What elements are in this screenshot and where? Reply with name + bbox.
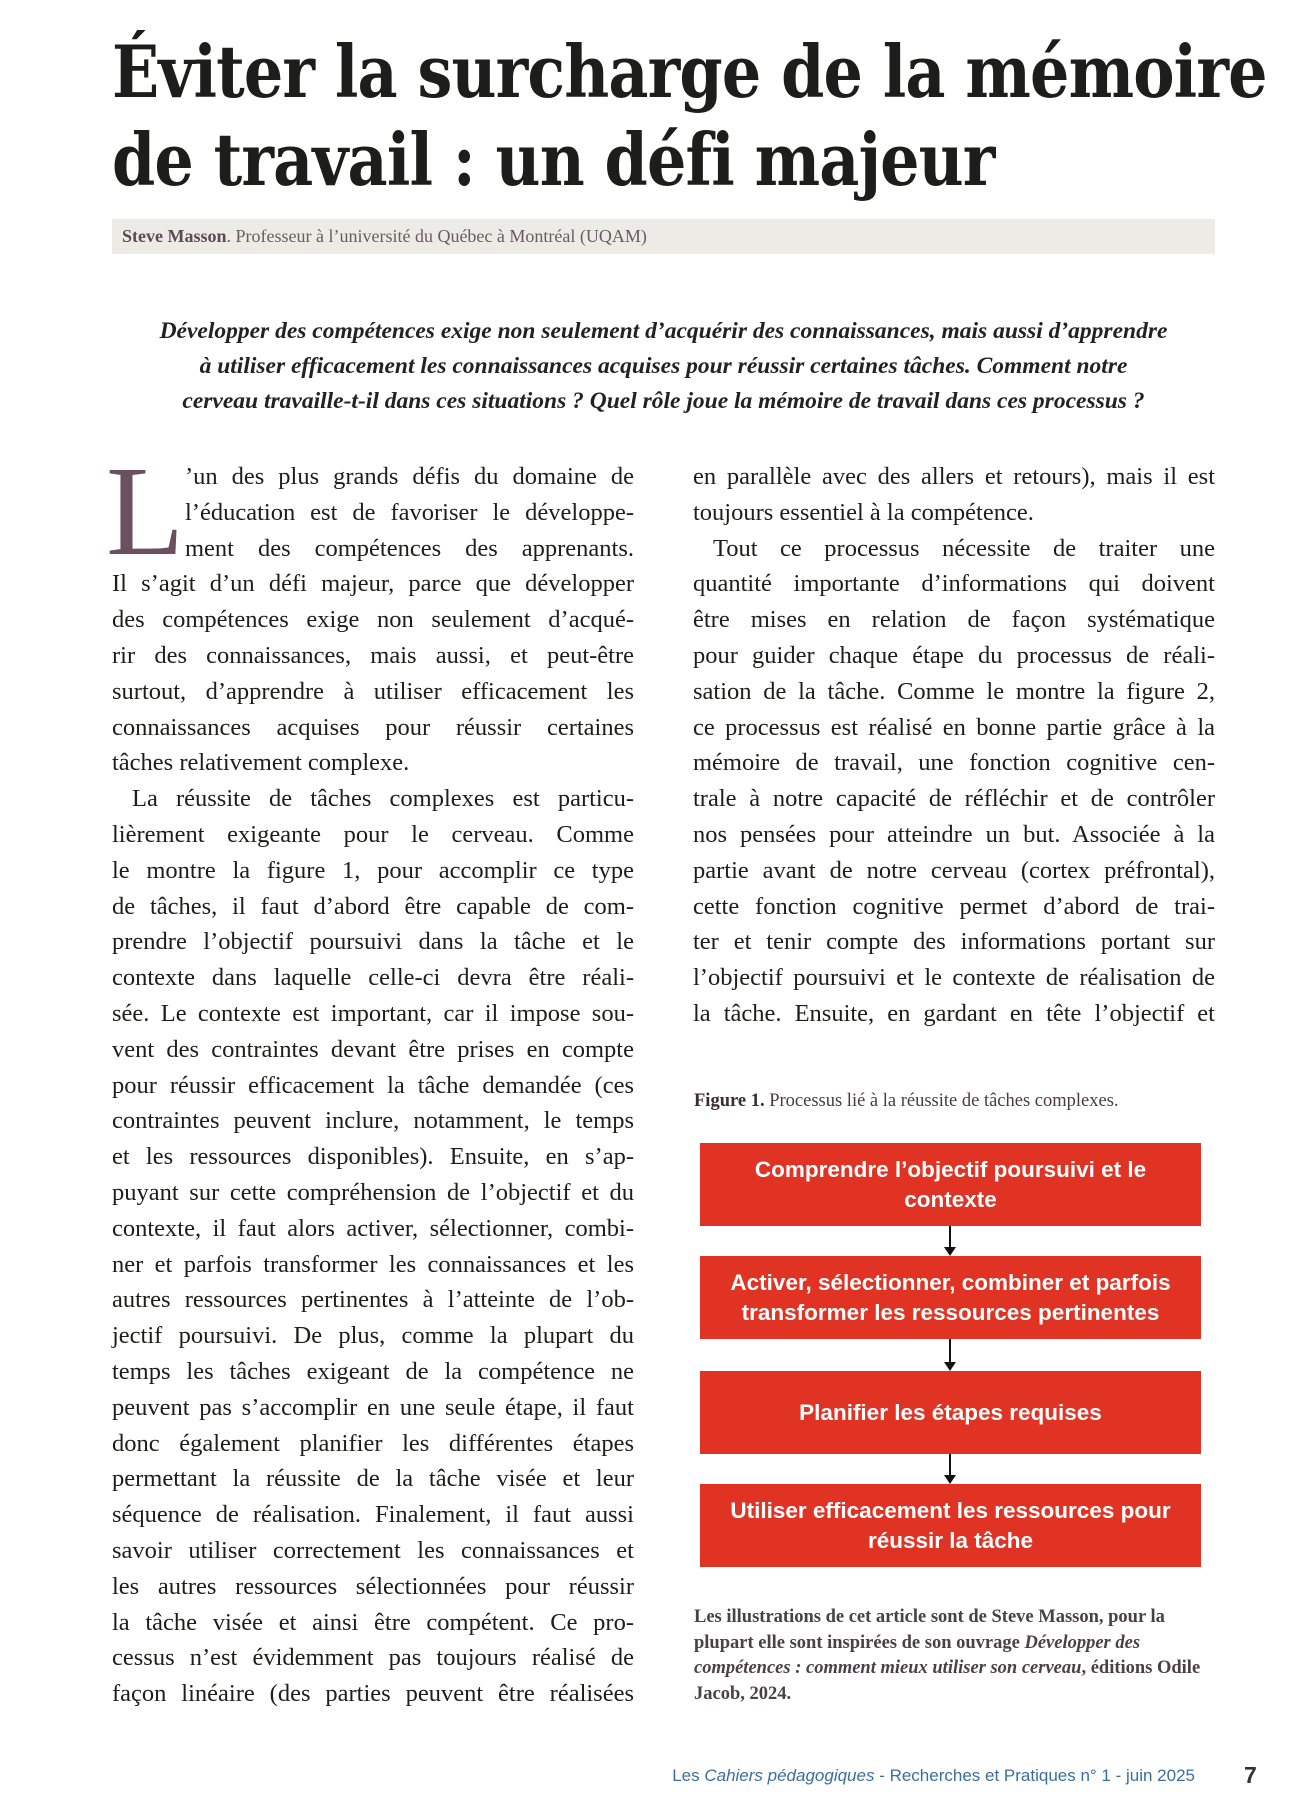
body-text-line: pour guider chaque étape du processus de réali- bbox=[693, 641, 1215, 669]
body-text-line: pour réussir efficacement la tâche demandée (ces bbox=[112, 1071, 634, 1099]
figure-caption-text: Processus lié à la réussite de tâches complexes. bbox=[764, 1091, 1119, 1111]
lede-line: Développer des compétences exige non seulement d’acquérir des connaissances, mais aussi d’apprendre bbox=[159, 318, 1168, 344]
footer-prefix: Les bbox=[672, 1766, 705, 1785]
body-text-line: sée. Le contexte est important, car il impose sou- bbox=[112, 999, 634, 1027]
page-number: 7 bbox=[1244, 1762, 1257, 1788]
body-text-line: Tout ce processus nécessite de traiter une bbox=[713, 534, 1215, 562]
arrow-down-icon bbox=[949, 1339, 951, 1369]
body-text-line: de tâches, il faut d’abord être capable de com- bbox=[112, 892, 634, 920]
body-text-line: cette fonction cognitive permet d’abord de trai- bbox=[693, 892, 1215, 920]
title-line-2: de travail : un défi majeur bbox=[112, 117, 995, 202]
body-text-line: sation de la tâche. Comme le montre la figure 2, bbox=[693, 677, 1215, 705]
body-text-line: trale à notre capacité de réfléchir et de contrôler bbox=[693, 785, 1215, 813]
body-text-line: connaissances acquises pour réussir certaines bbox=[112, 713, 634, 741]
lede-line: cerveau travaille-t-il dans ces situations ? Quel rôle joue la mémoire de travail dans ces processus ? bbox=[182, 388, 1145, 414]
author-byline bbox=[122, 226, 647, 247]
body-text-line: permettant la réussite de la tâche visée et leur bbox=[112, 1465, 634, 1493]
body-text-line: ’un des plus grands défis du domaine de bbox=[185, 463, 634, 490]
body-text-line: temps les tâches exigeant de la compétence ne bbox=[112, 1357, 634, 1385]
body-text-line: l’objectif poursuivi et le contexte de réalisation de bbox=[693, 964, 1215, 992]
illustration-credit bbox=[694, 1605, 1214, 1707]
title-line-1: Éviter la surcharge de la mémoire bbox=[112, 29, 1267, 114]
body-text-line: rir des connaissances, mais aussi, et peut-être bbox=[112, 641, 634, 669]
flow-step-1: Comprendre l’objectif poursuivi et le contexte bbox=[700, 1143, 1201, 1226]
flow-step-2: Activer, sélectionner, combiner et parfois transformer les ressources pertinentes bbox=[700, 1256, 1201, 1339]
body-text-line: façon linéaire (des parties peuvent être réalisées bbox=[112, 1680, 634, 1708]
body-text-line: et les ressources disponibles). Ensuite, en s’ap- bbox=[112, 1143, 634, 1171]
body-text-line: ner et parfois transformer les connaissances et les bbox=[112, 1250, 634, 1278]
arrow-down-icon bbox=[949, 1226, 951, 1254]
body-text-line: contexte dans laquelle celle-ci devra être réali- bbox=[112, 964, 634, 992]
body-text-line: l’éducation est de favoriser le développe- bbox=[185, 498, 634, 526]
footer-journal bbox=[672, 1766, 1195, 1786]
body-text-line: Il s’agit d’un défi majeur, parce que développer bbox=[112, 570, 634, 598]
body-text-line: puyant sur cette compréhension de l’objectif et du bbox=[112, 1178, 634, 1206]
body-text-line: partie avant de notre cerveau (cortex préfrontal), bbox=[693, 856, 1215, 884]
body-text-line: lièrement exigeante pour le cerveau. Comme bbox=[112, 820, 634, 848]
body-text-line: être mises en relation de façon systématique bbox=[693, 606, 1215, 634]
body-text-line: autres ressources pertinentes à l’atteinte de l’ob- bbox=[112, 1286, 634, 1314]
body-text-line: des compétences exige non seulement d’acqué- bbox=[112, 606, 634, 634]
body-text-line: ment des compétences des apprenants. bbox=[185, 534, 634, 562]
figure-caption bbox=[694, 1091, 1119, 1112]
body-text-line: séquence de réalisation. Finalement, il faut aussi bbox=[112, 1501, 634, 1529]
body-text-line: savoir utiliser correctement les connaissances et bbox=[112, 1536, 634, 1564]
body-text-line: donc également planifier les différentes étapes bbox=[112, 1429, 634, 1457]
body-text-line: contexte, il faut alors activer, sélectionner, combi- bbox=[112, 1214, 634, 1242]
author-bar bbox=[112, 219, 1215, 254]
body-text-line: le montre la figure 1, pour accomplir ce type bbox=[112, 856, 634, 884]
body-text-line: La réussite de tâches complexes est particu- bbox=[132, 785, 634, 813]
body-text-line: nos pensées pour atteindre un but. Associée à la bbox=[693, 820, 1215, 848]
figure-label: Figure 1. bbox=[694, 1091, 765, 1111]
author-name: Steve Masson bbox=[122, 226, 227, 246]
body-text-line: contraintes peuvent inclure, notamment, le temps bbox=[112, 1107, 634, 1135]
body-text-line: quantité importante d’informations qui doivent bbox=[693, 570, 1215, 598]
body-text-line: tâches relativement complexe. bbox=[112, 749, 410, 777]
footer-issue: - Recherches et Pratiques n° 1 - juin 2025 bbox=[874, 1766, 1195, 1785]
lede-line: à utiliser efficacement les connaissances acquises pour réussir certaines tâches. Comment notre bbox=[199, 353, 1128, 379]
drop-cap: L bbox=[106, 440, 185, 582]
credit-text-end: , éditions Odile Jacob, 2024. bbox=[694, 1658, 1201, 1704]
body-text-line: cessus n’est évidemment pas toujours réalisé de bbox=[112, 1644, 634, 1672]
credit-text: Les illustrations de cet article sont de Steve Masson, pour la plupart elle sont inspirées de son ouvrage bbox=[694, 1607, 1165, 1653]
body-text-line: vent des contraintes devant être prises en compte bbox=[112, 1035, 634, 1063]
body-text-line: ce processus est réalisé en bonne partie grâce à la bbox=[693, 713, 1215, 741]
article-title bbox=[112, 28, 1267, 204]
body-text-line: peuvent pas s’accomplir en une seule étape, il faut bbox=[112, 1393, 634, 1421]
lede bbox=[112, 314, 1215, 419]
footer-journal-name: Cahiers pédagogiques bbox=[704, 1766, 875, 1785]
body-text-line: toujours essentiel à la compétence. bbox=[693, 498, 1034, 526]
body-text-line: ter et tenir compte des informations portant sur bbox=[693, 928, 1215, 956]
body-text-line: les autres ressources sélectionnées pour réussir bbox=[112, 1572, 634, 1600]
body-text-line: surtout, d’apprendre à utiliser efficacement les bbox=[112, 677, 634, 705]
body-text-line: mémoire de travail, une fonction cognitive cen- bbox=[693, 749, 1215, 777]
author-affiliation: . Professeur à l’université du Québec à Montréal (UQAM) bbox=[226, 226, 647, 246]
body-column-left bbox=[106, 440, 634, 1712]
flow-step-3: Planifier les étapes requises bbox=[700, 1371, 1201, 1454]
body-text-line: la tâche visée et ainsi être compétent. Ce pro- bbox=[112, 1608, 634, 1636]
body-column-right bbox=[693, 459, 1215, 1032]
body-text-line: prendre l’objectif poursuivi dans la tâche et le bbox=[112, 928, 634, 956]
body-text-line: jectif poursuivi. De plus, comme la plupart du bbox=[112, 1322, 634, 1350]
body-text-line: la tâche. Ensuite, en gardant en tête l’objectif et bbox=[693, 999, 1215, 1027]
credit-book-title: Développer des compétences : comment mieux utiliser son cerveau bbox=[694, 1632, 1141, 1678]
arrow-down-icon bbox=[949, 1454, 951, 1482]
body-text-line: en parallèle avec des allers et retours), mais il est bbox=[693, 463, 1215, 490]
flow-step-4: Utiliser efficacement les ressources pour réussir la tâche bbox=[700, 1484, 1201, 1567]
